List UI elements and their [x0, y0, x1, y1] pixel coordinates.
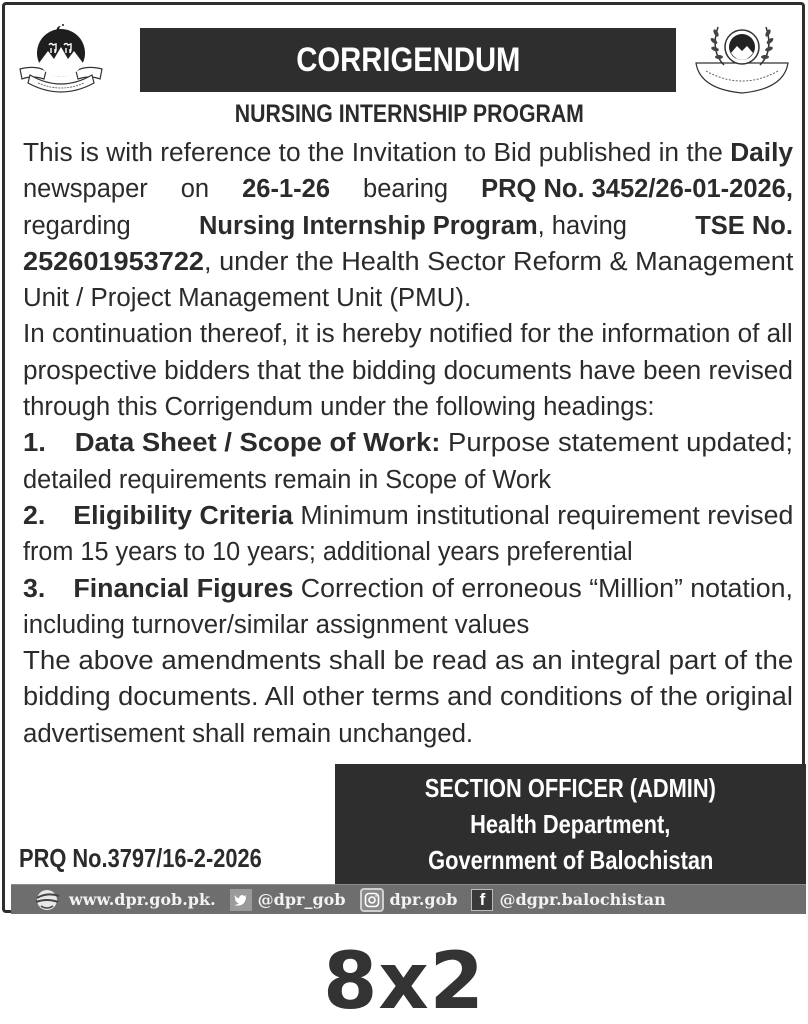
facebook-link[interactable] [471, 889, 665, 911]
facebook-glyph: f [479, 889, 486, 909]
text-run: bearing [363, 175, 449, 204]
item-number: 1. [23, 429, 46, 458]
list-item-line [23, 534, 633, 570]
text-run: on [180, 175, 210, 204]
item-text: including turnover/similar assignment values [23, 610, 530, 639]
facebook-handle: @dgpr.balochistan [499, 890, 666, 909]
text-run: regarding [23, 211, 131, 240]
text-run: The above amendments shall be read as an integral part of the [23, 647, 794, 676]
text-run: newspaper [23, 175, 148, 204]
list-item-heading-line [23, 571, 793, 607]
website-link[interactable] [33, 888, 216, 912]
department-name: Health Department, [470, 809, 671, 839]
item-text: Purpose statement updated; [448, 429, 794, 458]
website-text: www.dpr.gob.pk. [69, 890, 216, 909]
social-media-bar [11, 884, 806, 914]
prq-reference: PRQ No. 3452/26-01-2026, [481, 175, 793, 204]
tse-label: TSE No. [695, 211, 793, 240]
item-text: detailed requirements remain in Scope of Work [23, 465, 552, 494]
text-run-bold: Daily [730, 139, 794, 167]
item-text: from 15 years to 10 years; additional years preferential [23, 538, 633, 567]
program-name: Nursing Internship Program [199, 211, 538, 240]
text-run: This is with reference to the Invitation to Bid published in the [23, 139, 723, 167]
body-line [23, 389, 655, 425]
twitter-link[interactable] [230, 889, 346, 911]
body-line [23, 208, 793, 244]
subtitle-text: NURSING INTERNSHIP PROGRAM [234, 100, 584, 128]
page-title: CORRIGENDUM [295, 40, 521, 79]
text-run: bidding documents. All other terms and conditions of the original [23, 683, 793, 712]
twitter-handle: @dpr_gob [257, 890, 346, 909]
list-item-heading-line [23, 498, 793, 534]
body-line [23, 353, 793, 389]
body-line [23, 643, 793, 679]
instagram-handle: dpr.gob [389, 890, 458, 909]
date-reference: 26-1-26 [242, 175, 331, 204]
item-text: Minimum institutional requirement revised [300, 501, 794, 530]
program-subtitle [5, 100, 808, 129]
instagram-link[interactable] [360, 888, 458, 912]
balochistan-emblem-logo [16, 21, 106, 93]
instagram-icon [360, 888, 384, 912]
government-name: Government of Balochistan [427, 845, 714, 875]
list-item-heading-line [23, 425, 793, 461]
ad-size-label: 8x2 [323, 937, 485, 1024]
prq-number [19, 843, 308, 874]
text-run: prospective bidders that the bidding documents have been revised [23, 356, 793, 385]
officer-title: SECTION OFFICER (ADMIN) [424, 773, 717, 803]
dgpr-emblem-logo [688, 19, 796, 95]
body-line [23, 280, 471, 316]
item-heading: Eligibility Criteria [73, 501, 293, 530]
body-line [23, 716, 473, 752]
text-run: Unit / Project Management Unit (PMU). [23, 284, 472, 313]
notice-body [23, 135, 793, 752]
body-line [23, 135, 793, 171]
body-line [23, 244, 793, 280]
body-line [23, 171, 793, 207]
text-run: , under the Health Sector Reform & Management [203, 247, 794, 276]
facebook-icon [471, 889, 493, 911]
corrigendum-title-bar [140, 28, 676, 92]
item-heading: Data Sheet / Scope of Work: [74, 429, 441, 458]
item-heading: Financial Figures [73, 574, 294, 603]
globe-icon [33, 888, 61, 912]
text-run: advertisement shall remain unchanged. [23, 719, 474, 748]
text-run: In continuation thereof, it is hereby notified for the information of all [23, 320, 793, 349]
item-number: 2. [23, 501, 46, 530]
item-number: 3. [23, 574, 46, 603]
item-text: Correction of erroneous “Million” notation, [300, 574, 793, 603]
text-run: through this Corrigendum under the following headings: [23, 393, 655, 422]
list-item-line [23, 607, 529, 643]
advertisement-frame [2, 2, 805, 913]
text-run: , having [537, 211, 627, 240]
body-line [23, 316, 793, 352]
prq-text: PRQ No.3797/16-2-2026 [19, 843, 262, 873]
body-line [23, 679, 793, 715]
list-item-line [23, 462, 551, 498]
officer-signature-block [335, 764, 806, 884]
twitter-icon [230, 889, 252, 911]
tse-number: 252601953722 [23, 247, 204, 276]
